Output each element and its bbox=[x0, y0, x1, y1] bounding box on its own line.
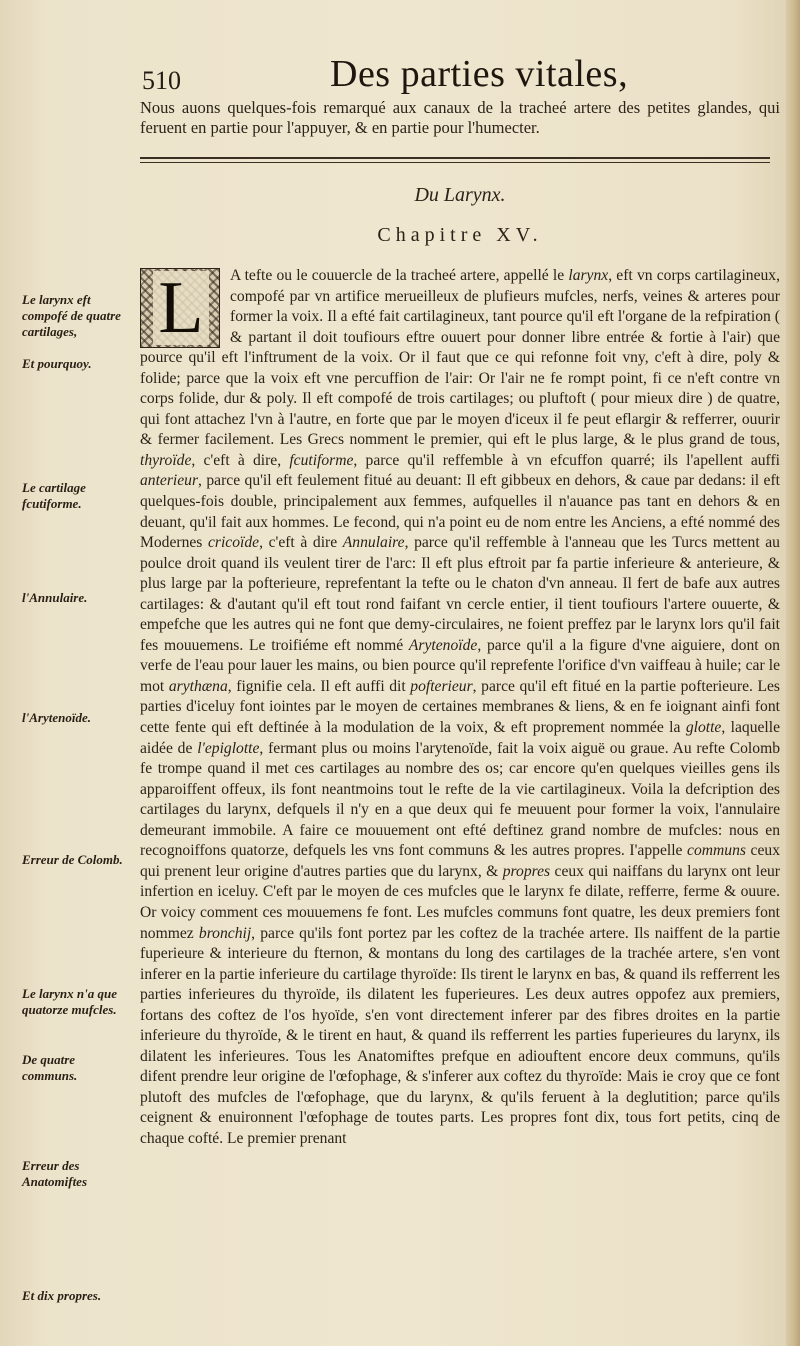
body-text: , parce qu'il reffemble à vn efcuffon quarré; ils l'apellent auffi bbox=[353, 451, 780, 469]
term-arytenoide: Arytenoïde bbox=[408, 636, 478, 654]
term-posterieur: pofterieur bbox=[410, 677, 473, 695]
running-head: Des parties vitales, bbox=[330, 53, 629, 95]
section-rule bbox=[140, 157, 770, 163]
margin-note: Et pourquoy. bbox=[22, 356, 92, 371]
chapter-body bbox=[140, 266, 780, 1150]
term-communs: communs bbox=[687, 842, 746, 860]
margin-note: Le larynx eft compofé de quatre cartilages, bbox=[22, 292, 121, 339]
margin-note: l'Annulaire. bbox=[22, 590, 88, 605]
term-glotte: glotte bbox=[685, 719, 722, 737]
page-header bbox=[130, 52, 780, 102]
body-text: , fermant plus ou moins l'arytenoïde, fait la voix aiguë ou graue. Au refte Colomb fe trompe quand il met ces cartilages au nombre des os; car encore qu'en quelques vieilles gens ils apparoiffent offeux, ils font neantmoins tout le refte de la vie cartilagineux. Voila la defcription des cartilages du larynx, defquels il n'y en a que deux qui fe meuuent pour former la voix, l'annulaire demeurant immobile. A faire ce mouuement ont efté deftinez grand nombre de mufcles: nous en recognoiffons quatorze, defquels les vns font communs & les autres propres. I'appelle bbox=[140, 739, 780, 860]
dropcap-letter: L bbox=[153, 271, 209, 345]
margin-note: l'Arytenoïde. bbox=[22, 710, 91, 725]
page-edge bbox=[786, 0, 800, 1346]
margin-note: Le cartilage fcutiforme. bbox=[22, 480, 86, 511]
margin-note: Le larynx n'a que quatorze mufcles. bbox=[22, 986, 117, 1017]
body-text: , eft vn corps cartilagineux, compofé par vn artifice merueilleux de plufieurs mufcles, nerfs, veines & arteres pour former la voix. Il a efté fait cartilagineux, tant pource qu'il eft l'organe de la refpiration ( & partant il doit toufiours eftre ouuert pour donner libre entrée & fortie à l'air) que pource qu'il eft l'inftrument de la voix. Or il faut que ce qui refonne foit vny, c'eft à dire, poly & folide; parce que la voix eft vne percuffion de l'air: Or l'air ne fe rompt point, fi ce n'eft contre vn corps folide, dur & poly. Il eft compofé de trois cartilages; ou pluftoft ( pour mieux dire ) de quatre, qui font attachez l'vn à l'autre, en forte que par le moyen d'iceux il fe peut eflargir & refferrer, ouurir & fermer facilement. Les Grecs nomment le premier, qui eft le plus large, & le plus grand de tous, bbox=[140, 267, 780, 449]
margin-note: Et dix propres. bbox=[22, 1288, 102, 1303]
body-text: A tefte ou le couuercle de la tracheé artere, appellé le bbox=[230, 267, 569, 284]
term-annulaire: Annulaire bbox=[342, 534, 405, 552]
section-title: Du Larynx. bbox=[414, 184, 506, 206]
body-text: , fignifie cela. Il eft auffi dit bbox=[227, 677, 411, 695]
body-text: , parce qu'il eft feulement fitué au deuant: Il eft gibbeux en dehors, & caue par dedans: il eft quelques-fois double, principalement aux femmes, aufquelles il n'auance pas tant en dehors & en deuant, qu'il fait aux hommes. Le fecond, qui n'a point eu de nom entre les Anciens, a efté nommé des Modernes bbox=[140, 472, 780, 552]
term-larynx: larynx bbox=[568, 267, 609, 284]
body-text: , c'eft à dire, bbox=[191, 451, 290, 469]
margin-note: Erreur des Anatomiftes bbox=[22, 1158, 88, 1189]
margin-notes bbox=[0, 0, 130, 1346]
body-text: , c'eft à dire bbox=[259, 534, 343, 552]
dropcap-space bbox=[140, 266, 230, 348]
body-text: ceux qui naiffans du larynx ont leur infertion en iceluy. C'eft par le moyen de ces mufcles que le larynx fe dilate, refferre, ferme & ouure. Or voicy comment ces mouuemens fe font. Les mufcles communs font quatre, les deux premiers font nommez bbox=[140, 862, 780, 942]
margin-note: De quatre communs. bbox=[22, 1052, 78, 1083]
term-bronchii: bronchij bbox=[198, 924, 252, 942]
term-propres: propres bbox=[502, 862, 551, 880]
term-thyroide: thyroïde bbox=[140, 451, 192, 469]
body-text: , laquelle aidée de bbox=[140, 719, 780, 757]
term-arythaena: arythæna bbox=[168, 677, 228, 695]
intro-paragraph: Nous auons quelques-fois remarqué aux canaux de la tracheé artere des petites glandes, qui feruent en partie pour l'appuyer, & en partie pour l'humecter. bbox=[140, 98, 780, 137]
body-text: ceux qui prenent leur origine d'autres parties que du larynx, & bbox=[140, 842, 780, 880]
body-text: , parce qu'ils font portez par les coftez de la trachée artere. Ils naiffent de la partie fuperieure & interieure du fternon, & montans du long des cartilages de la trachée artere, s'en vont inferer en la partie inferieure du cartilage thyroïde: Ils tirent le larynx en bas, & quand ils refferrent les parties inferieures du thyroïde, ils dilatent les fuperieures. Les deux autres oppofez aux premiers, fortans des coftez de l'os hyoïde, s'en vont directement inferer par des fibres droites en la partie inferieure du thyroïde, & le tirent en haut, & quand ils refferrent les parties fuperieures du larynx, ils dilatent les inferieures. Tous les Anatomiftes prefque en adiouftent encore deux communs, qu'ils difent prendre leur origine de l'œfophage, & s'inferer aux coftez du thyroïde: Mais ie croy que ce font plutoft des mufcles de l'œfophage, que du larynx, & qu'ils feruent à la deglutition; parce qu'ils ceignent & enuironnent l'œfophage de toutes parts. Les propres font dix, tous fort petits, cinq de chaque cofté. Le premier prenant bbox=[140, 924, 780, 1147]
term-cricoide: cricoïde bbox=[207, 534, 260, 552]
term-scutiforme: fcutiforme bbox=[289, 451, 354, 469]
page-number: 510 bbox=[142, 66, 181, 95]
term-anterieur: anterieur bbox=[140, 472, 199, 490]
margin-note: Erreur de Colomb. bbox=[22, 852, 123, 867]
chapter-title: Chapitre XV. bbox=[377, 224, 543, 246]
term-epiglotte: l'epiglotte bbox=[197, 739, 260, 757]
body-text: , parce qu'il eft fitué en la partie pofterieure. Les parties d'iceluy font iointes par le moyen de certaines membranes & liens, & en fe ioignant ainfi font cette fente qui eft deftinée à la modulation de la voix, & eft proprement nommée la bbox=[140, 677, 781, 737]
body-text: , parce qu'il reffemble à l'anneau que les Turcs mettent au poulce droit quand ils veulent tirer de l'arc: Il eft plus eftroit par fa partie inferieure & anterieure, & plus large par la pofterieure, reprefentant la tefte ou le chaton d'vn anneau. Il fert de bafe aux autres cartilages: & d'autant qu'il eft tout rond faifant vn cercle entier, il tient toufiours l'artere ouuerte, & empefche que les autres qui ne font que demy-circulaires, ne foient preffez par le larynx lors qu'il fait fes mouuemens. Le troifiéme eft nommé bbox=[140, 534, 780, 654]
body-text: , parce qu'il a la figure d'vne aiguiere, dont on verfe de l'eau pour lauer les mains, ou bien pource qu'il reprefente l'orifice d'vn vaiffeau à huile; car le mot bbox=[140, 636, 780, 695]
